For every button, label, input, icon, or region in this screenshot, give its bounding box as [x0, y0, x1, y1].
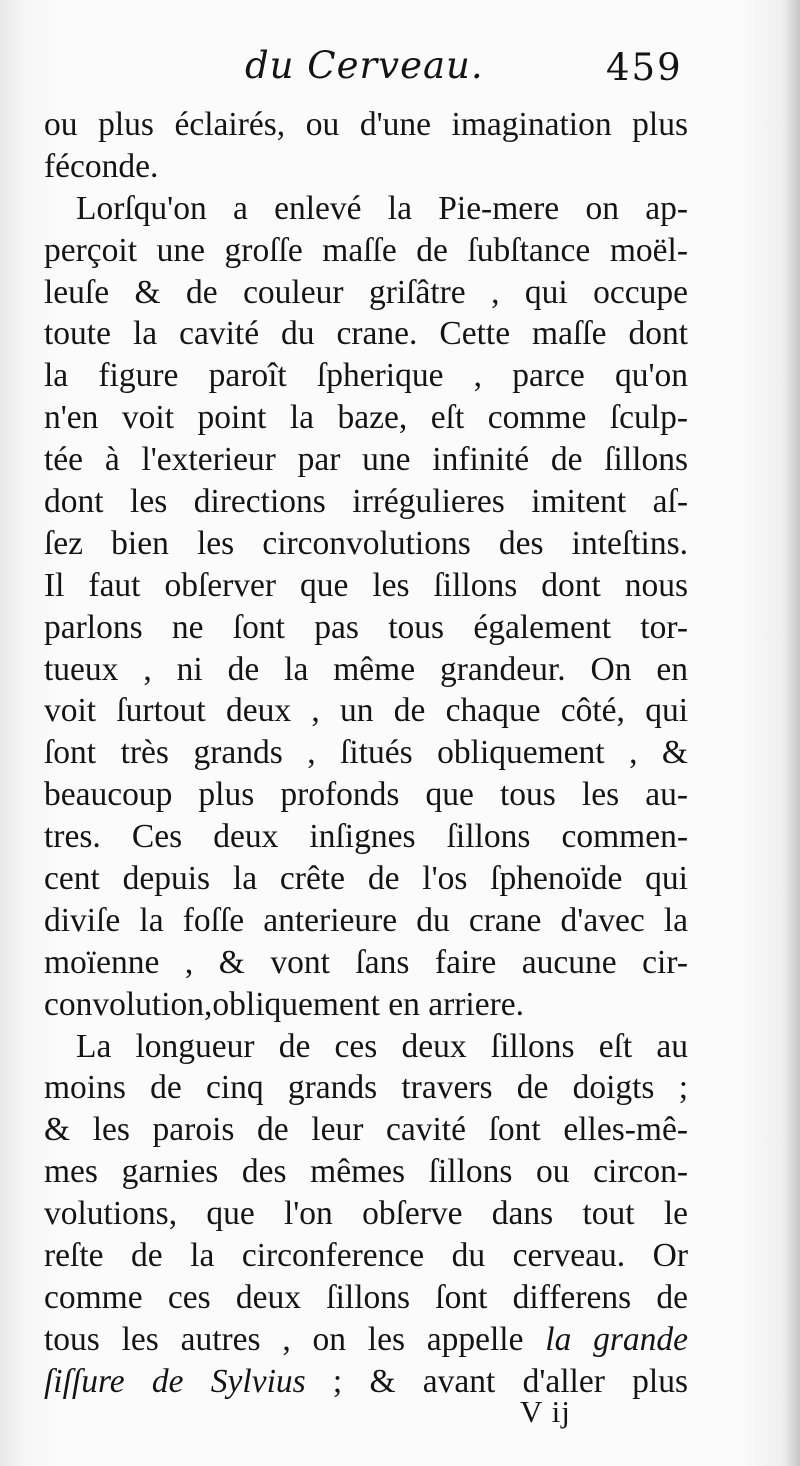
paragraph-start-line: Lorſqu'on a enlevé la Pie-mere on ap-: [76, 189, 688, 227]
text-line: moins de cinq grands travers de doigts ;: [44, 1069, 688, 1107]
text-line: tueux , ni de la même grandeur. On en: [44, 650, 688, 688]
text-line: moïenne , & vont ſans faire aucune cir-: [44, 943, 688, 981]
running-title: du Cerveau.: [245, 44, 484, 87]
text-line: dont les directions irrégulieres imitent aſ-: [44, 483, 688, 521]
italic-term: ſiſſure de Sylvius: [44, 1362, 306, 1400]
text-line: perçoit une groſſe maſſe de ſubſtance moël-: [44, 231, 688, 269]
italic-term: la grande: [545, 1320, 689, 1358]
text-line-with-italic: [44, 1361, 688, 1403]
text-line: cent depuis la crête de l'os ſphenoïde qui: [44, 860, 688, 898]
text-line: ſez bien les circonvolutions des inteſtins.: [44, 524, 688, 562]
page-edge-shadow: [782, 0, 800, 1466]
text-line: diviſe la foſſe anterieure du crane d'avec la: [44, 901, 688, 939]
text-line: comme ces deux ſillons ſont differens de: [44, 1278, 688, 1316]
text-line: ou plus éclairés, ou d'une imagination plus: [44, 106, 688, 143]
text-line: leuſe & de couleur griſâtre , qui occupe: [44, 273, 688, 311]
text-line: convolution,obliquement en arriere.: [44, 985, 525, 1023]
text-line: volutions, que l'on obſerve dans tout le: [44, 1195, 688, 1233]
text-line: toute la cavité du crane. Cette maſſe dont: [44, 315, 688, 353]
running-head: [0, 40, 800, 110]
text-line: tres. Ces deux inſignes ſillons commen-: [44, 818, 688, 856]
paragraph-start-line: La longueur de ces deux ſillons eſt au: [76, 1027, 688, 1065]
text-segment: tous les autres , on les appelle: [44, 1320, 524, 1358]
text-line: tée à l'exterieur par une infinité de ſillons: [44, 441, 688, 479]
text-line: la figure paroît ſpherique , parce qu'on: [44, 357, 688, 395]
text-line: parlons ne ſont pas tous également tor-: [44, 608, 688, 646]
text-line: n'en voit point la baze, eſt comme ſculp-: [44, 399, 688, 437]
text-line: féconde.: [44, 147, 159, 185]
text-line: & les parois de leur cavité ſont elles-mê-: [44, 1111, 688, 1149]
text-line: ſont très grands , ſitués obliquement , &: [44, 734, 688, 772]
text-line: voit ſurtout deux , un de chaque côté, qui: [44, 692, 688, 730]
text-line: mes garnies des mêmes ſillons ou circon-: [44, 1153, 688, 1191]
signature-mark: V ij: [520, 1394, 571, 1429]
text-line: beaucoup plus profonds que tous les au-: [44, 776, 688, 814]
text-line: Il faut obſerver que les ſillons dont nous: [44, 566, 688, 604]
text-line-with-italic: [44, 1319, 688, 1361]
text-block: [44, 104, 688, 1403]
page-number: 459: [606, 46, 683, 89]
text-segment: ; & avant d'aller plus: [305, 1362, 688, 1400]
text-line: reſte de la circonference du cerveau. Or: [44, 1237, 688, 1275]
